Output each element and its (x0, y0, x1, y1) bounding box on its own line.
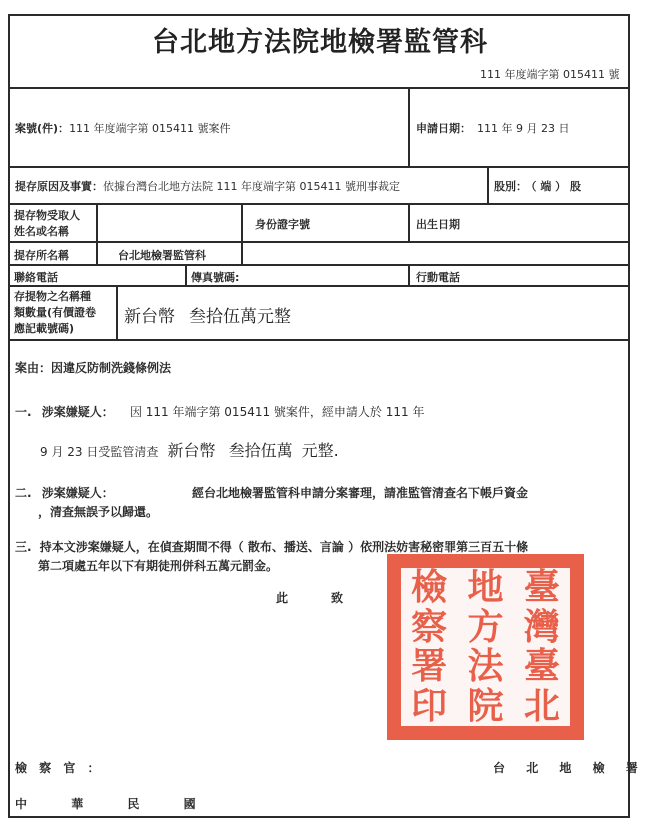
deposit-item-value (124, 302, 291, 327)
divider (96, 203, 98, 264)
seal-char: 灣 (523, 605, 560, 648)
closing-zhi: 致 (331, 591, 344, 605)
seal-char: 臺 (523, 566, 560, 608)
document-title: 台北地方法院地檢署監管科 (152, 27, 488, 58)
item-1-number: 一. (15, 405, 32, 419)
case-number-field (15, 120, 231, 136)
office-char: 北 (526, 761, 539, 775)
official-seal (387, 554, 584, 740)
roc-date-line (15, 795, 196, 812)
divider (8, 203, 630, 205)
item-1-label: 涉案嫌疑人： (41, 405, 114, 419)
deposit-reason-value: 依據台灣台北地方法院 111 年度端字第 015411 號刑事裁定 (103, 180, 400, 193)
divider (408, 87, 410, 167)
item-2-number: 二. (15, 486, 32, 500)
office-signature (493, 759, 638, 776)
currency: 新台幣 (124, 307, 175, 327)
recipient-label-line1: 提存物受取人 (14, 209, 80, 222)
divider (408, 203, 410, 242)
roc-char: 華 (71, 797, 84, 811)
divider (8, 87, 630, 89)
item-1-line-2 (40, 438, 339, 461)
seal-char: 地 (467, 566, 504, 608)
roc-char: 中 (15, 797, 28, 811)
deposit-reason-label: 提存原因及事實： (15, 180, 103, 193)
seal-char: 察 (411, 605, 448, 648)
birth-date-label: 出生日期 (416, 218, 460, 231)
document-number: 111 年度端字第 015411 號 (480, 68, 620, 81)
item-1-date-text: 9 月 23 日受監管清查 (40, 445, 159, 459)
item-1-text: 因 111 年端字第 015411 號案件，經申請人於 111 年 (129, 405, 425, 419)
seal-char: 臺 (523, 645, 560, 687)
office-char: 檢 (592, 761, 605, 775)
seal-char: 檢 (411, 566, 448, 608)
recipient-label (14, 208, 80, 240)
office-char: 署 (625, 761, 638, 775)
divider (8, 339, 630, 341)
prosecutor-label: 檢 察 官 ： (15, 761, 104, 775)
mobile-label: 行動電話 (416, 271, 460, 284)
seal-char: 署 (411, 645, 448, 687)
divider (8, 166, 630, 168)
seal-char: 法 (467, 645, 504, 687)
case-number-value: 111 年度端字第 015411 號案件 (69, 122, 231, 135)
deposit-item-label (14, 289, 96, 337)
item-1-amount: 叁拾伍萬 (228, 441, 293, 460)
divider (487, 166, 489, 204)
phone-label: 聯絡電話 (14, 271, 58, 284)
item-3-text: 持本文涉案嫌疑人，在偵查期間不得（ 散布、播送、言論 ）依刑法妨害秘密罪第三百五十條 (39, 540, 529, 554)
application-date-field (416, 120, 569, 136)
application-date-value: 111 年 9 月 23 日 (477, 122, 570, 135)
id-number-label: 身份證字號 (255, 218, 310, 231)
application-date-label: 申請日期： (416, 122, 471, 135)
fax-label: 傳真號碼: (191, 271, 240, 284)
item-3-line-2: 第二項處五年以下有期徒刑併科五萬元罰金。 (38, 559, 279, 573)
division-label: 股別： (494, 180, 527, 193)
seal-char: 方 (467, 605, 504, 648)
seal-char: 院 (467, 684, 504, 727)
item-3-number: 三. (15, 540, 32, 554)
item-3-line-1 (15, 538, 528, 555)
deposit-item-label-line2: 類數量(有價證卷 (14, 306, 97, 319)
division-field (494, 178, 581, 194)
deposit-reason-field (15, 178, 400, 194)
item-2-line-2: ，清查無誤予以歸還。 (38, 505, 159, 519)
divider (408, 264, 410, 286)
case-number-label: 案號(件)： (15, 122, 70, 135)
divider (8, 285, 630, 287)
seal-char: 印 (411, 684, 448, 727)
deposit-item-label-line3: 應記載號碼) (14, 322, 75, 335)
office-char: 地 (559, 761, 572, 775)
item-2-label: 涉案嫌疑人： (41, 486, 114, 500)
roc-char: 民 (127, 797, 140, 811)
item-1-line-1 (15, 403, 424, 420)
item-2-text: 經台北地檢署監管科申請分案審理，請准監管清查名下帳戶資金 (191, 486, 528, 500)
divider (185, 264, 187, 286)
item-2-line-1 (15, 484, 528, 501)
deposit-office-value: 台北地檢署監管科 (118, 249, 206, 262)
seal-char: 北 (523, 684, 560, 727)
divider (116, 285, 118, 340)
divider (241, 203, 243, 242)
office-char: 台 (493, 761, 506, 775)
closing-ci: 此 (276, 591, 289, 605)
amount: 叁拾伍萬元整 (189, 307, 291, 327)
official-seal-inner (401, 568, 570, 726)
divider (8, 264, 630, 266)
item-1-currency: 新台幣 (167, 441, 216, 460)
division-value: （ 端 ） 股 (531, 180, 581, 193)
deposit-office-label: 提存所名稱 (14, 249, 69, 262)
recipient-label-line2: 姓名或名稱 (14, 225, 69, 238)
item-1-suffix: 元整. (301, 441, 339, 460)
deposit-item-label-line1: 存提物之名稱種 (14, 290, 91, 303)
roc-char: 國 (183, 797, 196, 811)
divider (8, 241, 630, 243)
case-cause: 案由：因違反防制洗錢條例法 (15, 361, 172, 375)
divider (241, 241, 243, 264)
